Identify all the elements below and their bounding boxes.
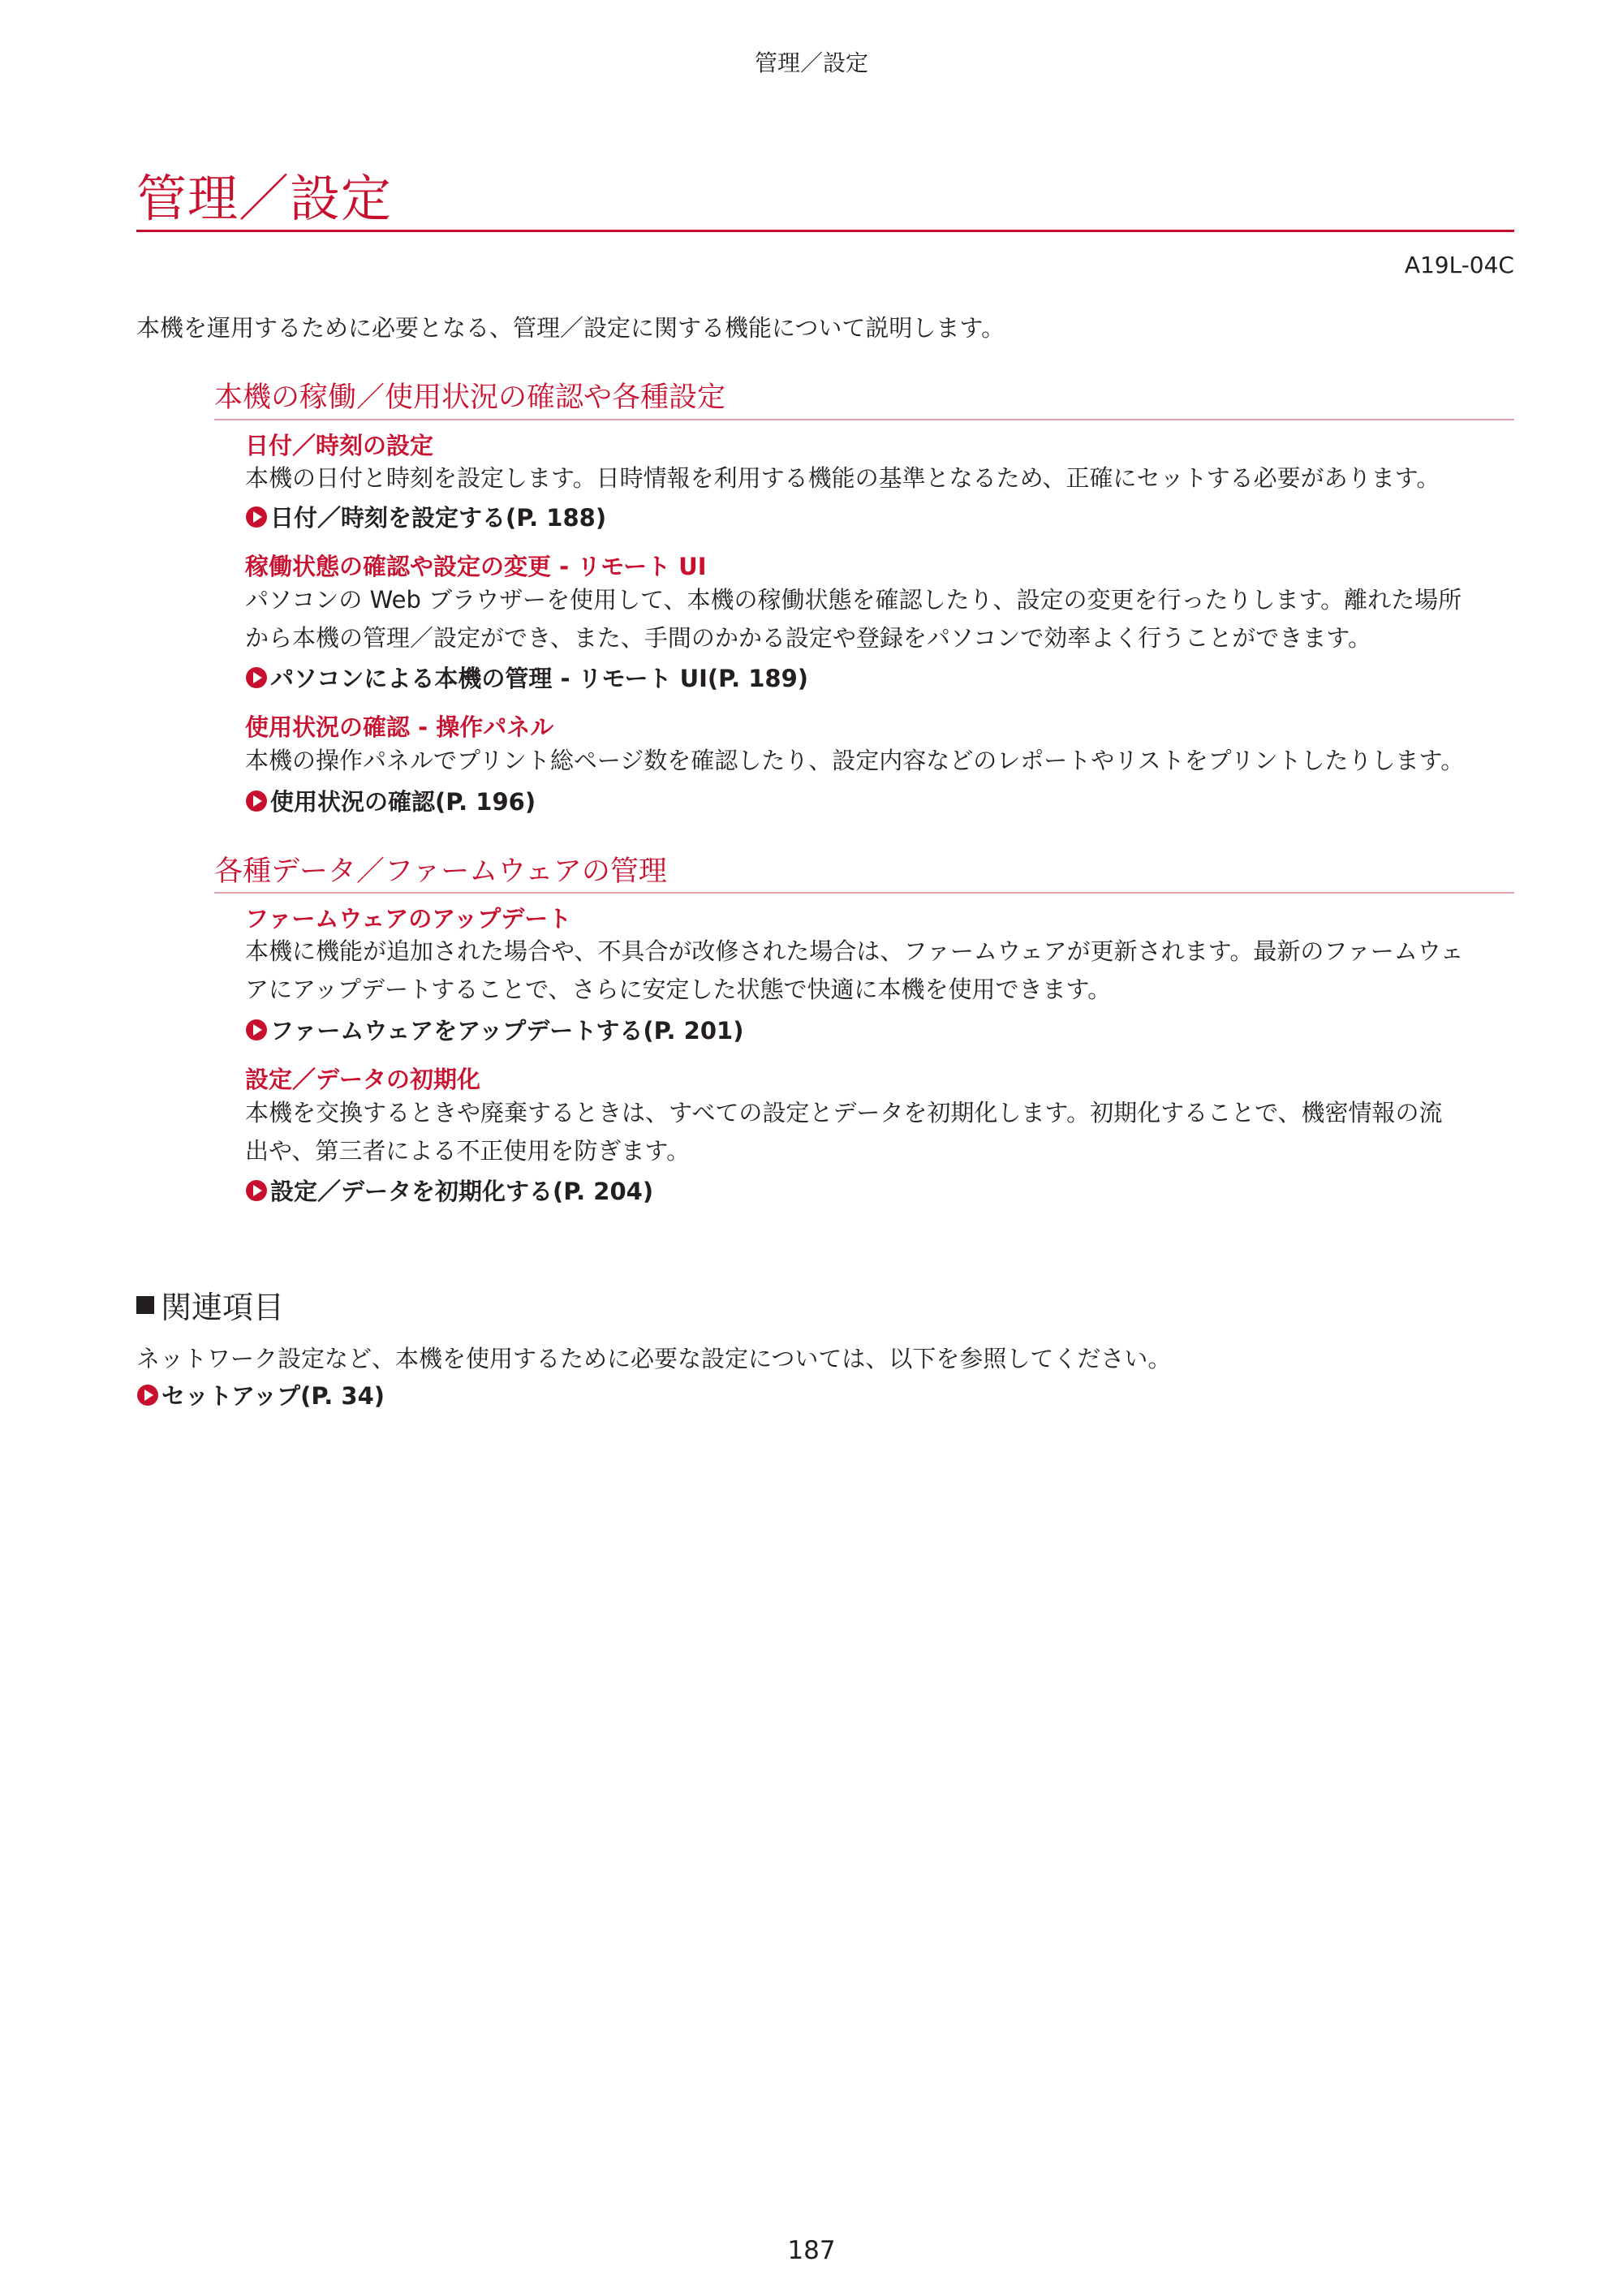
link-date-time[interactable] xyxy=(245,500,606,533)
paragraph-remote-ui: パソコンの Web ブラウザーを使用して、本機の稼働状態を確認したり、設定の変更を行ったりします。離れた場所 から本機の管理／設定ができ、また、手間のかかる設定や登録をパソコンで効率よく行うことができます。 xyxy=(245,586,1462,652)
title-rule xyxy=(136,230,1514,232)
subheading-initialize: 設定／データの初期化 xyxy=(245,1066,481,1093)
section-rule xyxy=(214,419,1514,420)
subheading-date-time: 日付／時刻の設定 xyxy=(245,432,434,459)
section-rule xyxy=(214,892,1514,894)
circle-arrow-icon xyxy=(136,1384,159,1406)
intro-text: 本機を運用するために必要となる、管理／設定に関する機能について説明します。 xyxy=(136,314,1005,342)
running-header: 管理／設定 xyxy=(754,50,868,76)
document-id: A19L-04C xyxy=(1404,252,1514,278)
section-heading-firmware: 各種データ／ファームウェアの管理 xyxy=(214,855,667,888)
section-heading-operation: 本機の稼働／使用状況の確認や各種設定 xyxy=(214,381,726,414)
link-initialize[interactable] xyxy=(245,1174,653,1207)
link-label[interactable]: ファームウェアをアップデートする(P. 201) xyxy=(270,1017,744,1045)
link-label[interactable]: パソコンによる本機の管理 - リモート UI(P. 189) xyxy=(270,665,809,692)
link-label[interactable]: 使用状況の確認(P. 196) xyxy=(270,788,536,816)
square-bullet-icon xyxy=(136,1296,154,1314)
paragraph-initialize: 本機を交換するときや廃棄するときは、すべての設定とデータを初期化します。初期化することで、機密情報の流 出や、第三者による不正使用を防ぎます。 xyxy=(245,1099,1443,1165)
circle-arrow-icon xyxy=(245,790,268,812)
link-remote-ui[interactable] xyxy=(245,661,808,694)
circle-arrow-icon xyxy=(245,1179,268,1202)
page-title: 管理／設定 xyxy=(136,169,393,228)
link-label[interactable]: 日付／時刻を設定する(P. 188) xyxy=(270,504,607,532)
paragraph-firmware-update: 本機に機能が追加された場合や、不具合が改修された場合は、ファームウェアが更新されます。最新のファームウェ アにアップデートすることで、さらに安定した状態で快適に本機を使用できます。 xyxy=(245,937,1464,1003)
circle-arrow-icon xyxy=(245,1019,268,1041)
link-firmware-update[interactable] xyxy=(245,1013,743,1046)
circle-arrow-icon xyxy=(245,666,268,689)
subheading-remote-ui: 稼働状態の確認や設定の変更 - リモート UI xyxy=(245,553,707,580)
paragraph-usage: 本機の操作パネルでプリント総ページ数を確認したり、設定内容などのレポートやリストをプリントしたりします。 xyxy=(245,747,1465,774)
paragraph-date-time: 本機の日付と時刻を設定します。日時情報を利用する機能の基準となるため、正確にセットする必要があります。 xyxy=(245,464,1440,492)
related-heading-label: 関連項目 xyxy=(161,1290,285,1325)
circle-arrow-icon xyxy=(245,506,268,528)
link-label[interactable]: 設定／データを初期化する(P. 204) xyxy=(270,1178,654,1205)
related-text: ネットワーク設定など、本機を使用するために必要な設定については、以下を参照してください。 xyxy=(136,1345,1172,1372)
link-usage[interactable] xyxy=(245,784,536,817)
related-heading xyxy=(136,1282,284,1327)
subheading-usage: 使用状況の確認 - 操作パネル xyxy=(245,713,554,741)
page-number: 187 xyxy=(787,2236,836,2265)
subheading-firmware-update: ファームウェアのアップデート xyxy=(245,905,572,933)
link-setup[interactable] xyxy=(136,1378,385,1411)
link-label[interactable]: セットアップ(P. 34) xyxy=(161,1382,385,1410)
